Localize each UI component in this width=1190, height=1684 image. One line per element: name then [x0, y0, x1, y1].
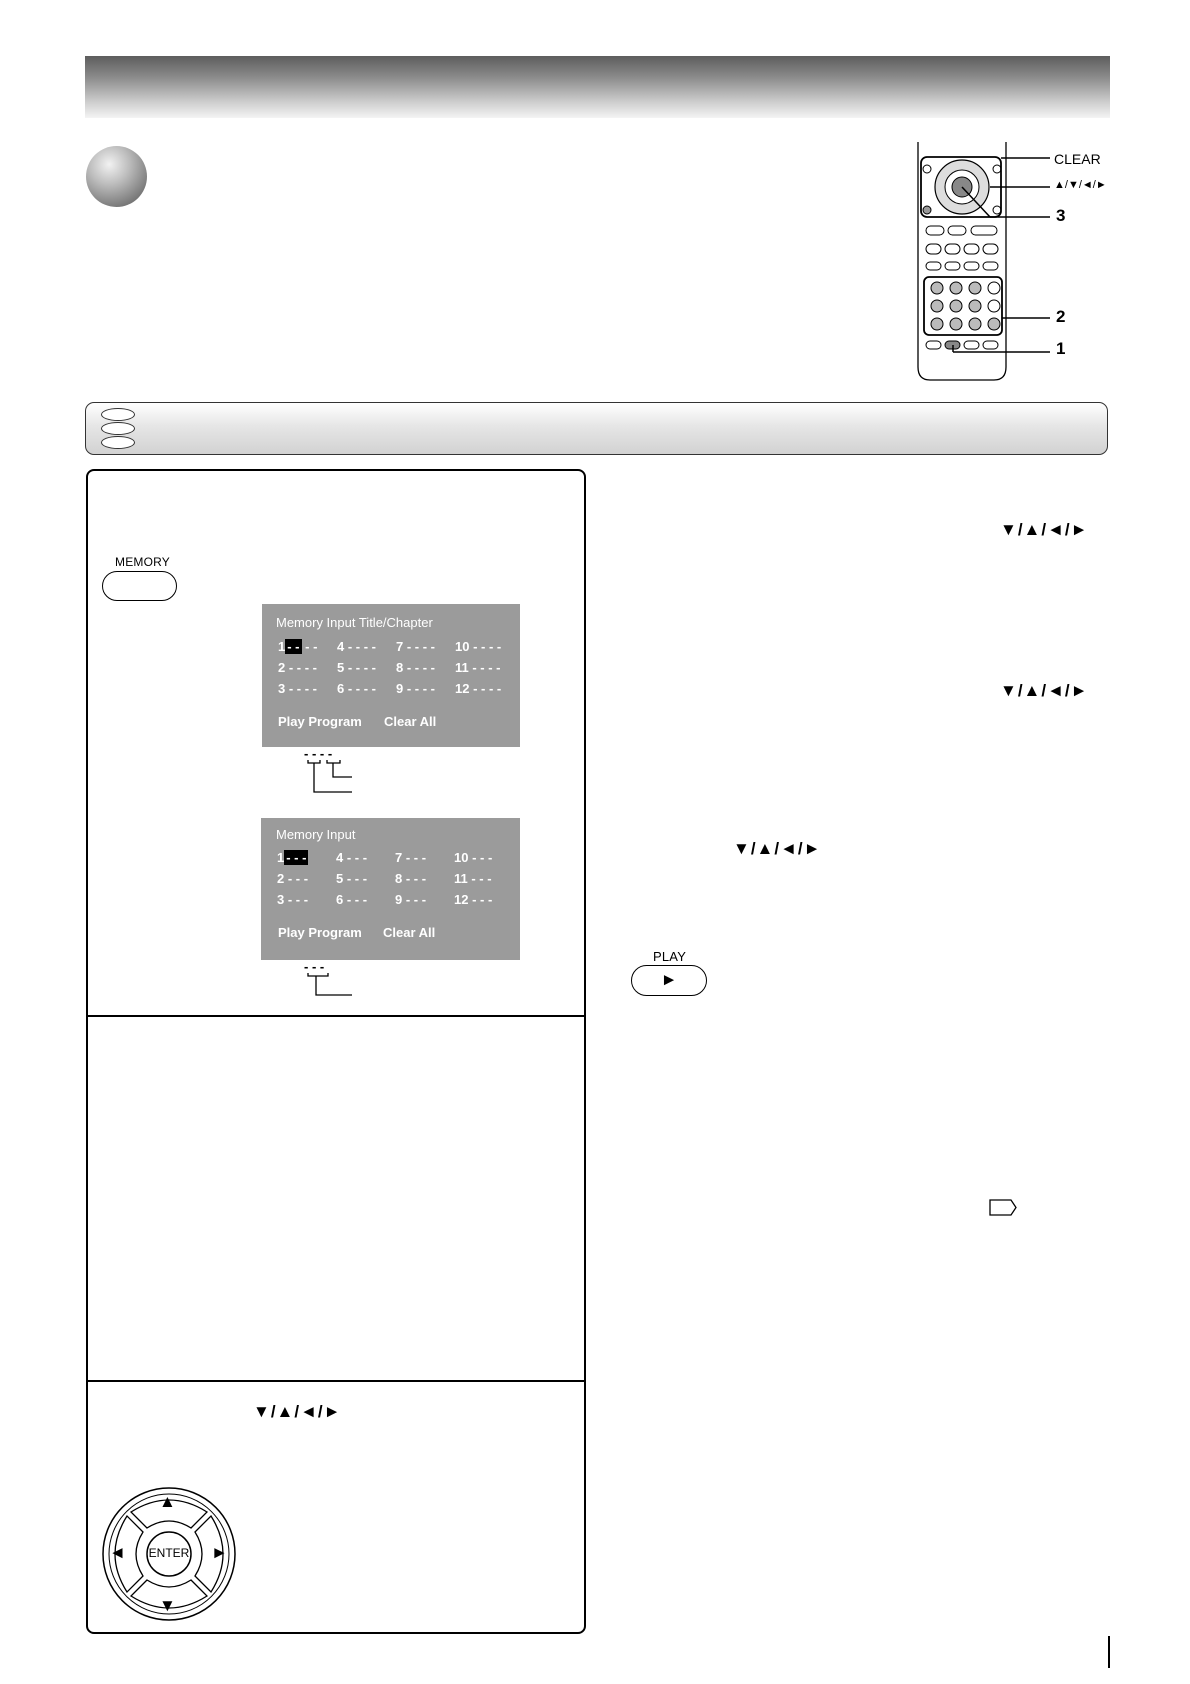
program-entry-number: 2 — [277, 871, 285, 886]
play-program-option[interactable]: Play Program — [278, 714, 362, 729]
program-entry-dashes: - - - - — [403, 681, 435, 696]
program-entry-number: 1 — [278, 639, 286, 654]
program-entry-number: 9 — [395, 892, 403, 907]
remote-illustration — [910, 142, 1115, 382]
memory-button-label: MEMORY — [115, 555, 170, 569]
step3-callout-label: 3 — [1056, 206, 1066, 225]
program-entry-dashes: - - - — [402, 871, 427, 886]
program-entry-number: 4 — [337, 639, 345, 654]
program-entry-4[interactable] — [336, 850, 367, 865]
arrow-keys-instruction: ▼/▲/◄/► — [1000, 681, 1089, 700]
osd-header: Memory Input Title/Chapter — [276, 615, 433, 630]
dpad-up-button[interactable]: ▲ — [159, 1492, 176, 1511]
program-entry-dashes: - - - — [343, 892, 368, 907]
page-reference-tag-icon — [989, 1199, 1017, 1216]
dpad-left-button[interactable]: ◄ — [109, 1543, 126, 1562]
program-entry-number: 12 — [455, 681, 470, 696]
panel-divider — [88, 1015, 584, 1017]
remote-svg — [910, 142, 1115, 382]
program-entry-number: 6 — [337, 681, 345, 696]
osd-header: Memory Input — [276, 827, 356, 842]
program-entry-number: 5 — [336, 871, 344, 886]
program-entry-dashes: - - - — [284, 871, 309, 886]
program-entry-11[interactable] — [455, 660, 501, 675]
cursor-highlight: - - - — [286, 850, 307, 865]
program-entry-number: 12 — [454, 892, 469, 907]
dpad-down-button[interactable]: ▼ — [159, 1596, 176, 1615]
program-entry-number: 10 — [455, 639, 470, 654]
track-digit-annotation — [300, 959, 370, 1000]
program-entry-number: 9 — [396, 681, 404, 696]
program-entry-7[interactable] — [395, 850, 426, 865]
title-chapter-digit-annotation — [300, 746, 370, 802]
program-entry-dashes: - - - - — [344, 660, 376, 675]
program-entry-dashes: - - - - — [469, 681, 502, 696]
program-entry-1[interactable] — [277, 850, 308, 865]
dpad-right-button[interactable]: ► — [211, 1543, 228, 1562]
play-program-option[interactable]: Play Program — [278, 925, 362, 940]
program-entry-11[interactable] — [454, 871, 492, 886]
play-icon: ► — [660, 970, 678, 989]
memory-input-screen — [261, 818, 520, 960]
annotation-lines — [300, 965, 370, 1000]
program-entry-number: 10 — [454, 850, 469, 865]
clear-callout-label: CLEAR — [1054, 151, 1101, 167]
program-entry-number: 3 — [278, 681, 286, 696]
panel-divider — [88, 1380, 584, 1382]
program-entry-number: 6 — [336, 892, 344, 907]
program-entry-number: 2 — [278, 660, 286, 675]
program-entry-dashes: - - - — [343, 850, 368, 865]
memory-button[interactable] — [102, 571, 177, 601]
program-entry-3[interactable] — [278, 681, 317, 696]
program-entry-dashes: - - - - — [285, 681, 317, 696]
program-entry-dashes: - - - - — [344, 681, 376, 696]
step1-callout-label: 1 — [1056, 339, 1066, 358]
program-entry-dashes: - - - - — [403, 639, 435, 654]
section-title-bar — [85, 402, 1108, 455]
play-button[interactable] — [631, 965, 707, 996]
header-bar — [85, 56, 1110, 118]
program-entry-8[interactable] — [395, 871, 426, 886]
program-entry-number: 4 — [336, 850, 344, 865]
program-entry-dashes: - - - - — [468, 660, 501, 675]
program-entry-dashes: - - - — [468, 850, 493, 865]
arrow-keys-instruction: ▼/▲/◄/► — [253, 1402, 342, 1421]
section-sphere-icon — [86, 146, 147, 207]
program-entry-12[interactable] — [454, 892, 492, 907]
digit-dashes: - - - - — [304, 746, 333, 761]
program-entry-7[interactable] — [396, 639, 435, 654]
play-button-label: PLAY — [653, 949, 687, 964]
cursor-highlight: - - — [287, 639, 300, 654]
program-entry-number: 11 — [455, 660, 469, 675]
program-entry-number: 8 — [395, 871, 403, 886]
program-entry-dashes: - - - - — [469, 639, 502, 654]
digit-dashes: - - - — [304, 959, 325, 974]
program-entry-dashes: - - - - — [344, 639, 376, 654]
oval-icon — [101, 408, 135, 421]
tag-shape — [989, 1199, 1017, 1216]
program-entry-dashes: - - - - — [285, 660, 317, 675]
page-edge-rule — [1108, 1636, 1110, 1668]
enter-direction-pad — [101, 1486, 237, 1622]
oval-icon — [101, 422, 135, 435]
program-entry-dashes: - - - — [284, 892, 309, 907]
program-entry-dashes: - - - — [467, 871, 492, 886]
oval-icon — [101, 436, 135, 449]
program-entry-12[interactable] — [455, 681, 501, 696]
arrow-keys-instruction: ▼/▲/◄/► — [733, 839, 822, 858]
program-entry-10[interactable] — [454, 850, 492, 865]
arrows-callout-label: ▲/▼/◄/► — [1054, 179, 1107, 191]
program-entry-dashes: - - - — [468, 892, 493, 907]
program-entry-number: 1 — [277, 850, 285, 865]
program-entry-8[interactable] — [396, 660, 435, 675]
program-entry-dashes: - - — [301, 639, 318, 654]
program-entry-5[interactable] — [336, 871, 367, 886]
program-entry-9[interactable] — [396, 681, 435, 696]
program-entry-dashes: - - - — [402, 850, 427, 865]
clear-all-option[interactable]: Clear All — [384, 714, 437, 729]
program-entry-number: 5 — [337, 660, 345, 675]
program-entry-6[interactable] — [337, 681, 376, 696]
program-entry-dashes: - - - — [402, 892, 427, 907]
program-entry-9[interactable] — [395, 892, 426, 907]
program-entry-3[interactable] — [277, 892, 308, 907]
program-entry-2[interactable] — [277, 871, 308, 886]
program-entry-4[interactable] — [337, 639, 376, 654]
memory-input-screen-title-chapter — [262, 604, 520, 747]
program-entry-dashes: - - - — [343, 871, 368, 886]
arrow-keys-instruction: ▼/▲/◄/► — [1000, 520, 1089, 539]
enter-button[interactable]: ENTER — [148, 1546, 190, 1560]
program-entry-6[interactable] — [336, 892, 367, 907]
clear-all-option[interactable]: Clear All — [383, 925, 436, 940]
program-entry-5[interactable] — [337, 660, 376, 675]
program-entry-2[interactable] — [278, 660, 317, 675]
annotation-lines — [300, 752, 370, 802]
program-entry-dashes: - - - - — [403, 660, 435, 675]
program-entry-1[interactable] — [278, 639, 317, 654]
program-entry-10[interactable] — [455, 639, 501, 654]
step2-callout-label: 2 — [1056, 307, 1066, 326]
program-entry-number: 8 — [396, 660, 404, 675]
program-entry-number: 11 — [454, 871, 468, 886]
program-entry-number: 7 — [396, 639, 404, 654]
program-entry-number: 3 — [277, 892, 285, 907]
program-entry-number: 7 — [395, 850, 403, 865]
